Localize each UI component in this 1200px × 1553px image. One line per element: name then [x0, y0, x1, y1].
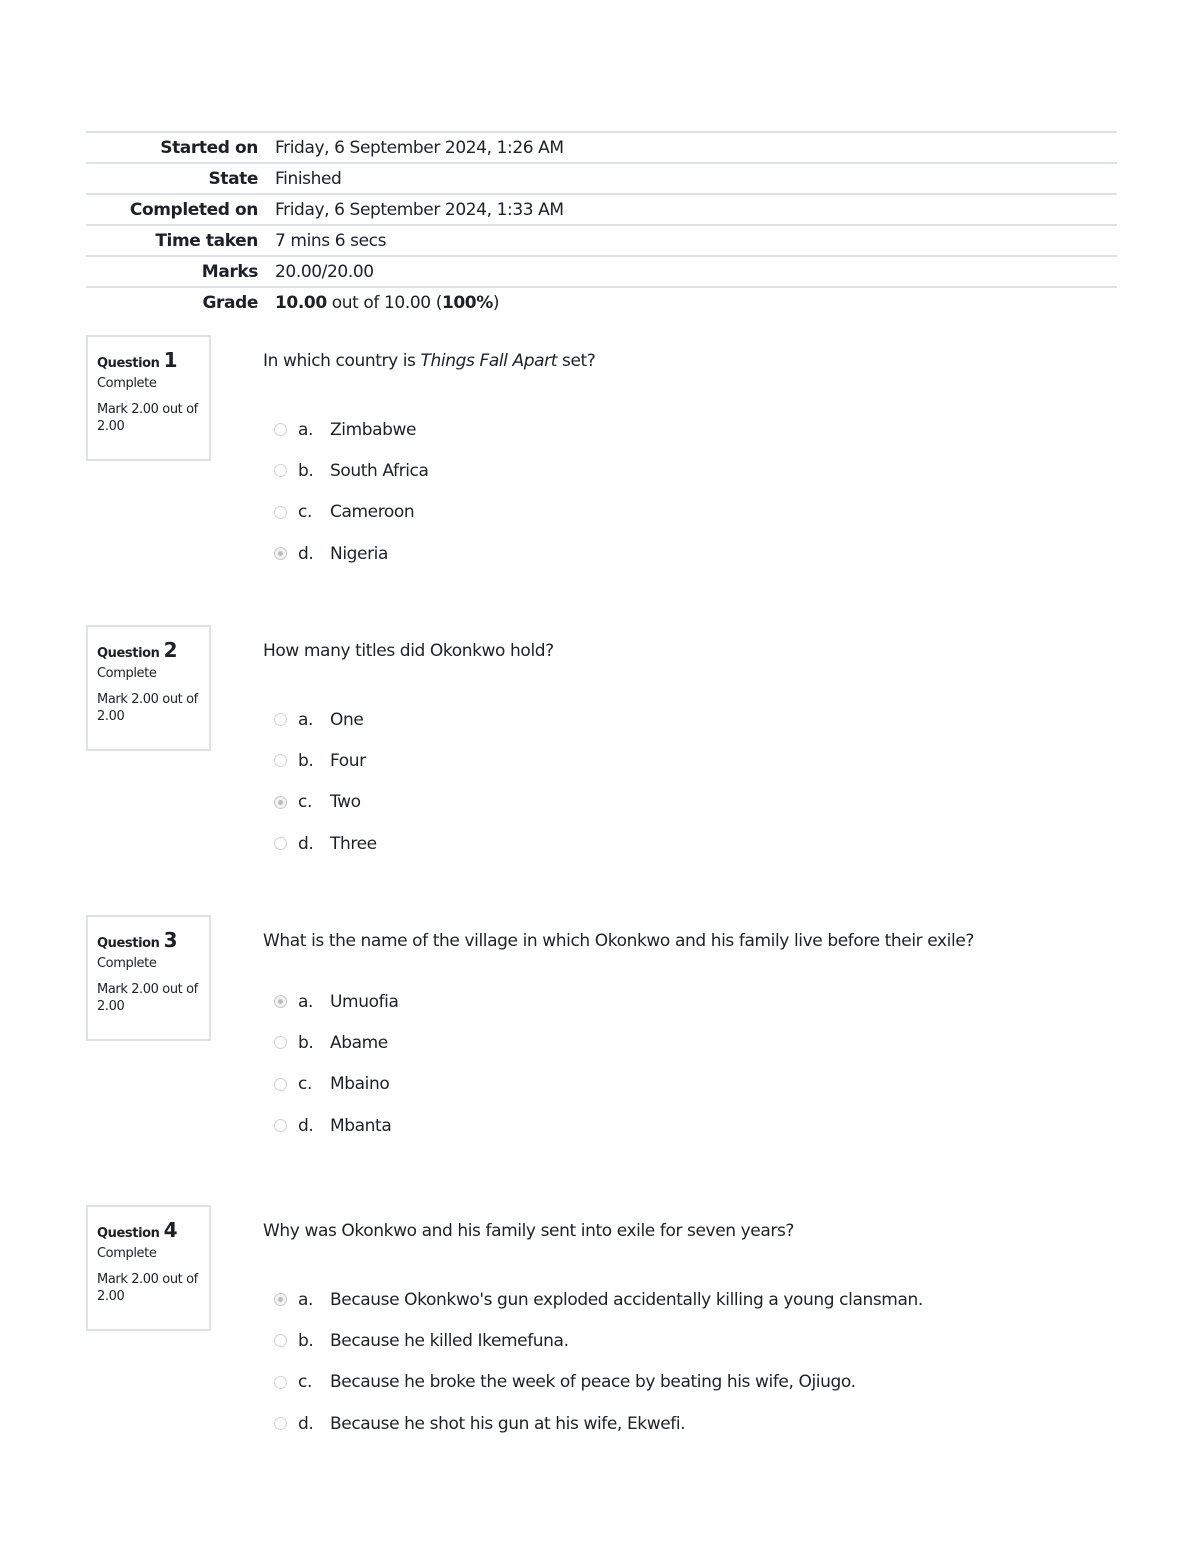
- question-text: What is the name of the village in which Okonkwo and his family live before their exile?: [263, 931, 975, 951]
- option-text: Because he shot his gun at his wife, Ekwefi.: [330, 1413, 686, 1434]
- answer-option[interactable]: [274, 409, 429, 450]
- option-text: Abame: [330, 1032, 388, 1053]
- answer-option[interactable]: [274, 533, 429, 574]
- option-text: Because he broke the week of peace by beating his wife, Ojiugo.: [330, 1372, 856, 1393]
- question-text-part: set?: [556, 351, 596, 371]
- question-state: Complete: [97, 666, 157, 681]
- option-letter: d.: [298, 1115, 314, 1136]
- radio-button[interactable]: [274, 1417, 287, 1430]
- summary-value: Friday, 6 September 2024, 1:33 AM: [275, 199, 564, 220]
- option-letter: c.: [298, 792, 312, 813]
- summary-row-completed-on: [86, 195, 1117, 226]
- answer-option[interactable]: [274, 1320, 923, 1361]
- question-text: Why was Okonkwo and his family sent into exile for seven years?: [263, 1221, 795, 1241]
- summary-label: Grade: [202, 292, 258, 313]
- summary-row-state: [86, 164, 1117, 195]
- grade-out-of: out of 10.00 (: [326, 292, 442, 313]
- answer-option[interactable]: [274, 1064, 399, 1105]
- question-prefix: Question: [97, 936, 160, 951]
- option-text: Three: [330, 833, 377, 854]
- question-text: How many titles did Okonkwo hold?: [263, 641, 554, 661]
- option-letter: a.: [298, 991, 314, 1012]
- option-text: One: [330, 709, 364, 730]
- answer-list: [274, 981, 399, 1146]
- question-prefix: Question: [97, 356, 160, 371]
- option-text: Nigeria: [330, 543, 389, 564]
- book-title: Things Fall Apart: [420, 351, 557, 371]
- option-letter: b.: [298, 1032, 314, 1053]
- option-text: Zimbabwe: [330, 419, 417, 440]
- summary-label: State: [208, 168, 258, 189]
- radio-button[interactable]: [274, 423, 287, 436]
- option-letter: c.: [298, 1372, 312, 1393]
- option-letter: d.: [298, 833, 314, 854]
- question-number-value: 2: [163, 638, 178, 662]
- answer-option[interactable]: [274, 450, 429, 491]
- question-info-box: [86, 335, 211, 461]
- option-text: Mbaino: [330, 1074, 390, 1095]
- question-number-value: 1: [163, 348, 178, 372]
- grade-score: 10.00: [275, 292, 327, 313]
- question-mark: Mark 2.00 out of 2.00: [97, 691, 198, 725]
- radio-button[interactable]: [274, 464, 287, 477]
- radio-button-selected[interactable]: [274, 995, 287, 1008]
- question-mark: Mark 2.00 out of 2.00: [97, 401, 198, 435]
- option-letter: d.: [298, 543, 314, 564]
- option-text: Umuofia: [330, 991, 399, 1012]
- question-number: [97, 1217, 201, 1243]
- option-letter: d.: [298, 1413, 314, 1434]
- answer-option[interactable]: [274, 1279, 923, 1320]
- summary-row-marks: [86, 257, 1117, 288]
- question-state: Complete: [97, 1246, 157, 1261]
- option-text: Mbanta: [330, 1115, 392, 1136]
- option-text: Four: [330, 750, 366, 771]
- radio-button[interactable]: [274, 506, 287, 519]
- question-info-box: [86, 625, 211, 751]
- question-prefix: Question: [97, 1226, 160, 1241]
- radio-button[interactable]: [274, 754, 287, 767]
- answer-list: [274, 1279, 923, 1444]
- question-number-value: 4: [163, 1218, 178, 1242]
- answer-option[interactable]: [274, 1403, 923, 1444]
- option-text: Because Okonkwo's gun exploded accidentally killing a young clansman.: [330, 1289, 923, 1310]
- radio-button[interactable]: [274, 1119, 287, 1132]
- grade-close: ): [492, 292, 500, 313]
- radio-button[interactable]: [274, 713, 287, 726]
- option-text: Cameroon: [330, 502, 415, 523]
- radio-button[interactable]: [274, 1036, 287, 1049]
- attempt-summary-table: [86, 131, 1117, 317]
- option-letter: a.: [298, 1289, 314, 1310]
- option-letter: a.: [298, 709, 314, 730]
- radio-button-selected[interactable]: [274, 796, 287, 809]
- question-info-box: [86, 1205, 211, 1331]
- answer-option[interactable]: [274, 782, 377, 823]
- summary-value-grade: [275, 293, 1117, 313]
- question-number: [97, 927, 201, 953]
- option-letter: a.: [298, 419, 314, 440]
- summary-label: Completed on: [129, 199, 258, 220]
- summary-value: 20.00/20.00: [275, 261, 374, 282]
- answer-option[interactable]: [274, 1022, 399, 1063]
- summary-row-started-on: [86, 133, 1117, 164]
- option-text: Because he killed Ikemefuna.: [330, 1330, 569, 1351]
- question-mark: Mark 2.00 out of 2.00: [97, 981, 198, 1015]
- answer-option[interactable]: [274, 492, 429, 533]
- summary-label: Time taken: [155, 230, 258, 251]
- question-state: Complete: [97, 376, 157, 391]
- question-number: [97, 347, 201, 373]
- question-mark: Mark 2.00 out of 2.00: [97, 1271, 198, 1305]
- summary-row-grade: [86, 288, 1117, 317]
- summary-label: Started on: [160, 137, 258, 158]
- question-text: [263, 351, 595, 371]
- answer-option[interactable]: [274, 1105, 399, 1146]
- summary-row-time-taken: [86, 226, 1117, 257]
- option-letter: b.: [298, 1330, 314, 1351]
- radio-button[interactable]: [274, 837, 287, 850]
- question-info-box: [86, 915, 211, 1041]
- answer-option[interactable]: [274, 1362, 923, 1403]
- question-state: Complete: [97, 956, 157, 971]
- radio-button[interactable]: [274, 1078, 287, 1091]
- grade-percent: 100%: [441, 292, 493, 313]
- answer-option[interactable]: [274, 823, 377, 864]
- summary-value: Finished: [275, 168, 342, 189]
- question-number: [97, 637, 201, 663]
- summary-value: Friday, 6 September 2024, 1:26 AM: [275, 137, 564, 158]
- question-number-value: 3: [163, 928, 178, 952]
- radio-button-selected[interactable]: [274, 547, 287, 560]
- question-prefix: Question: [97, 646, 160, 661]
- radio-button[interactable]: [274, 1334, 287, 1347]
- option-letter: c.: [298, 1074, 312, 1095]
- answer-option[interactable]: [274, 699, 377, 740]
- question-text-part: In which country is: [263, 351, 421, 371]
- option-letter: c.: [298, 502, 312, 523]
- option-letter: b.: [298, 460, 314, 481]
- option-letter: b.: [298, 750, 314, 771]
- option-text: South Africa: [330, 460, 429, 481]
- option-text: Two: [330, 792, 361, 813]
- answer-list: [274, 699, 377, 864]
- answer-option[interactable]: [274, 981, 399, 1022]
- radio-button-selected[interactable]: [274, 1293, 287, 1306]
- summary-label: Marks: [201, 261, 258, 282]
- summary-value: 7 mins 6 secs: [275, 230, 387, 251]
- answer-list: [274, 409, 429, 574]
- radio-button[interactable]: [274, 1376, 287, 1389]
- answer-option[interactable]: [274, 740, 377, 781]
